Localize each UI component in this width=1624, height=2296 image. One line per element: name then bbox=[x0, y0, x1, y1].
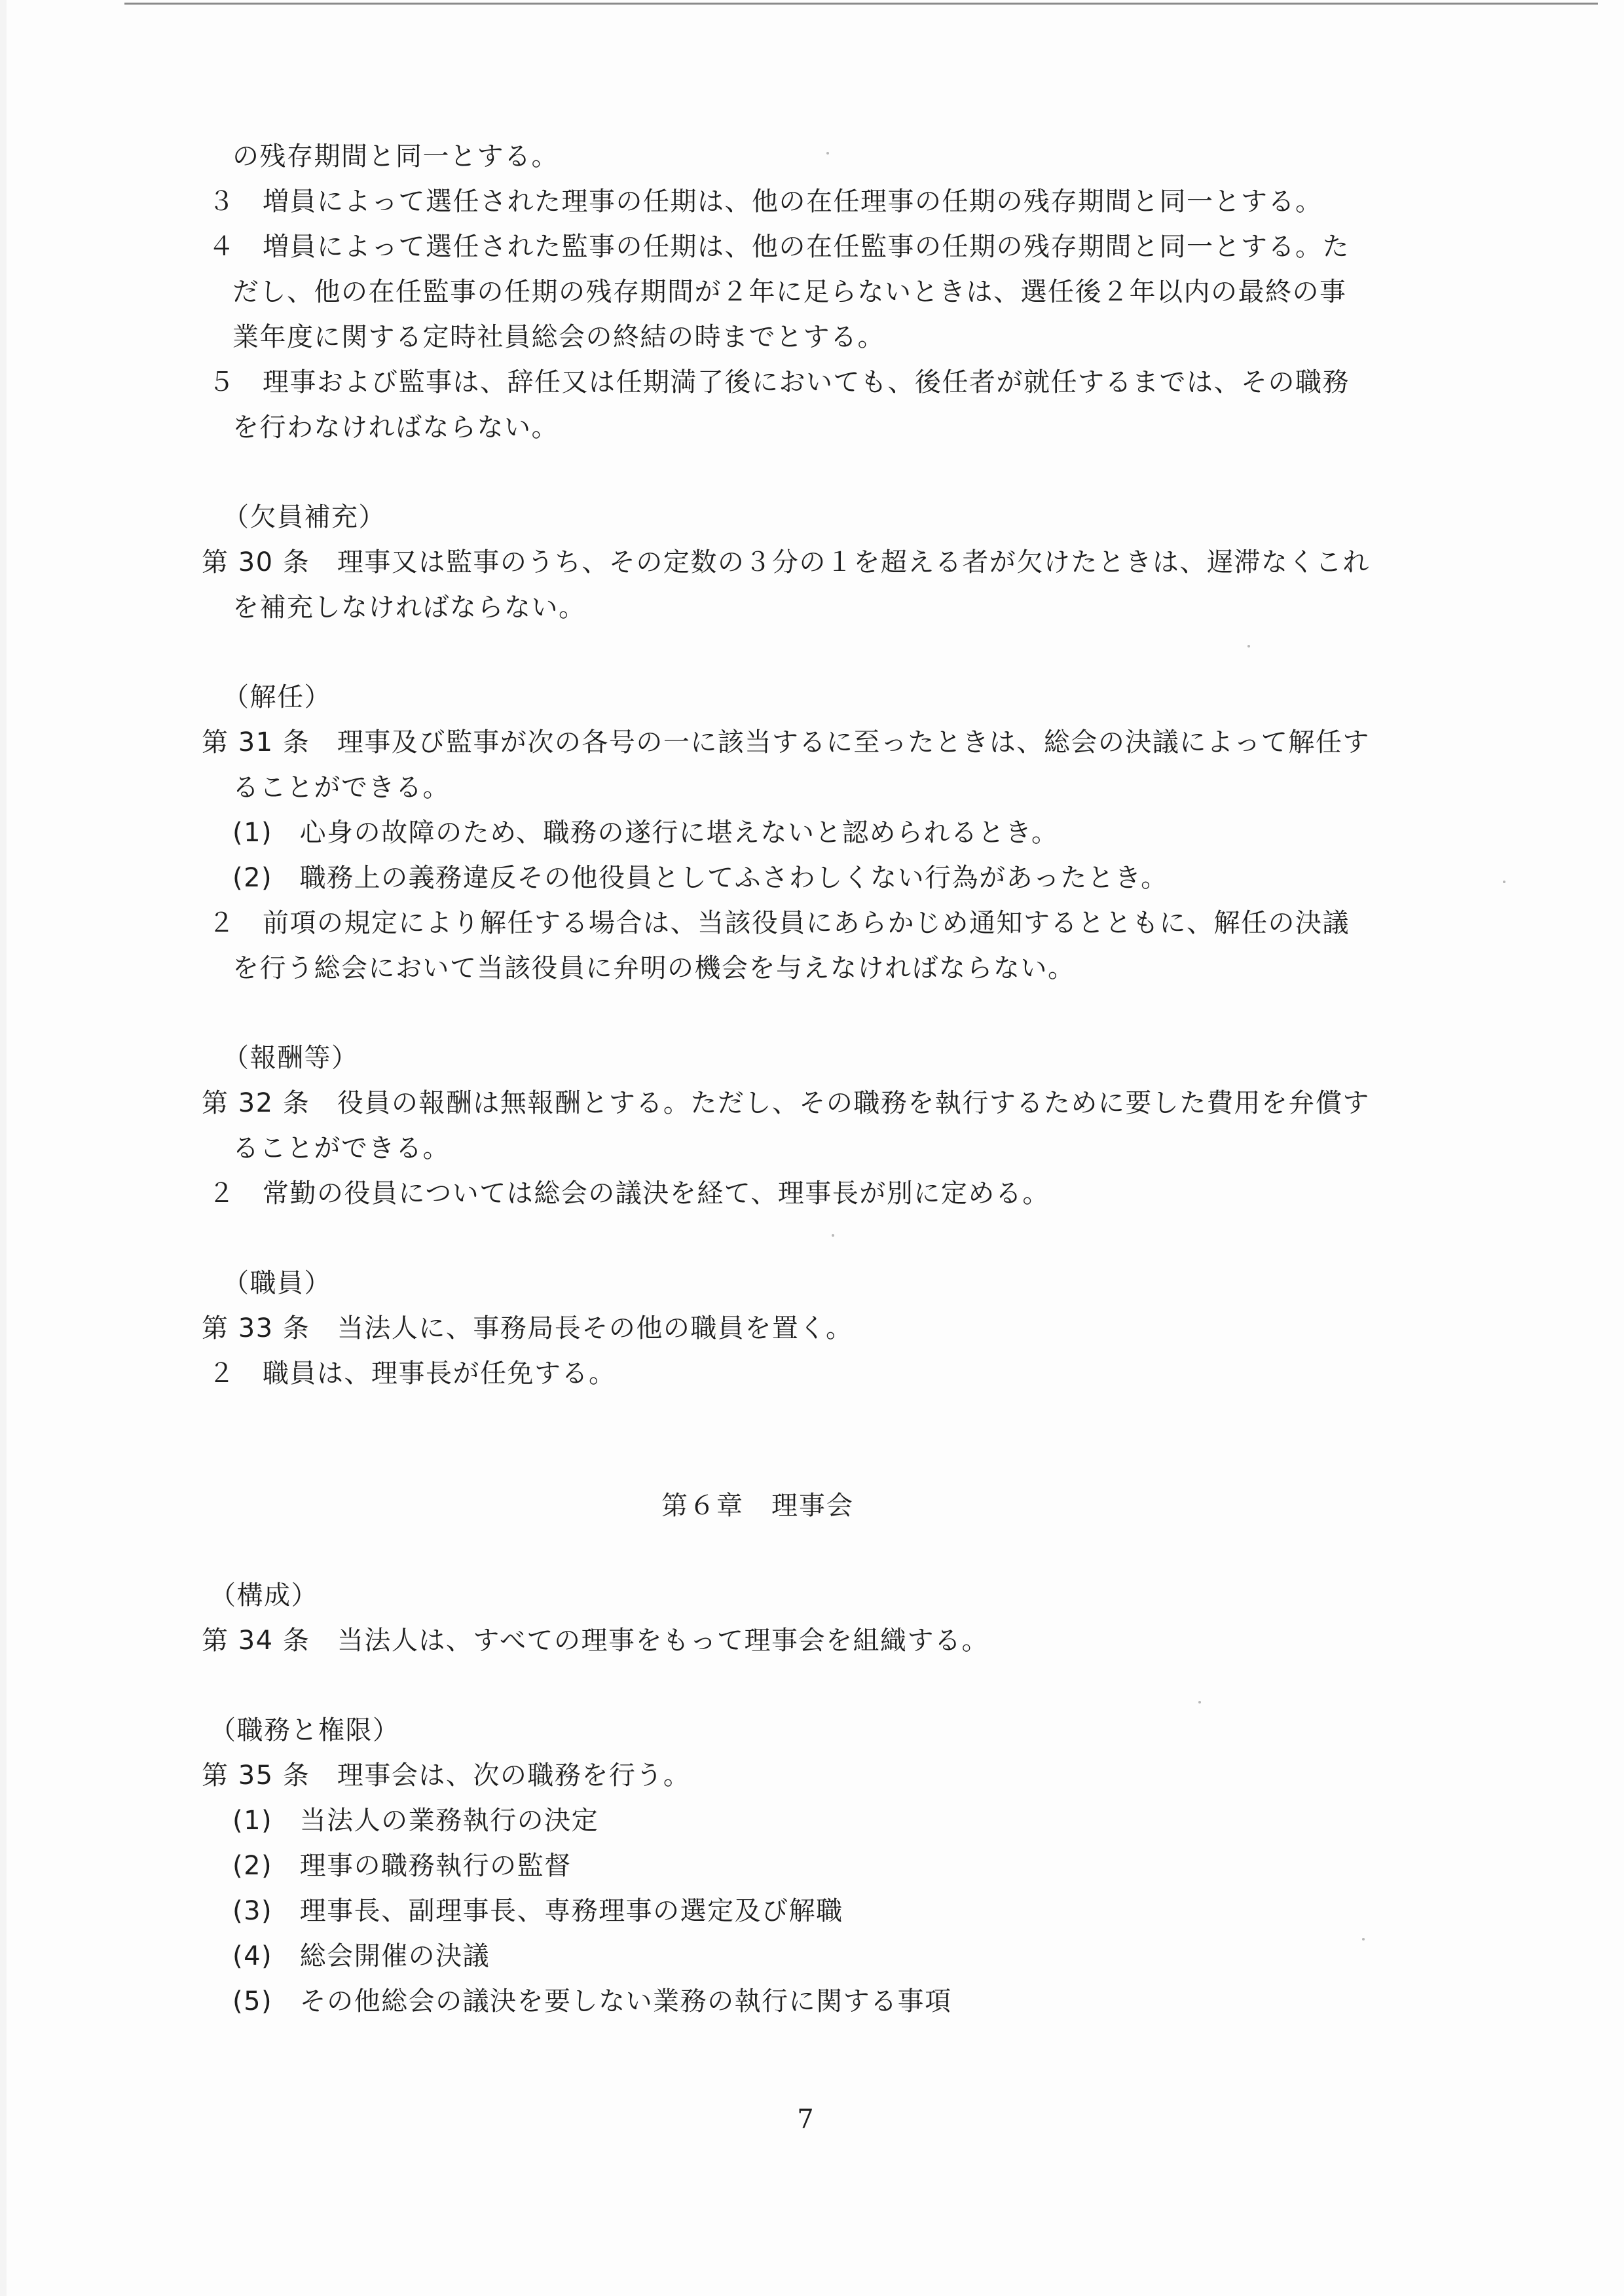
text-line: を行う総会において当該役員に弁明の機会を与えなければならない。 bbox=[232, 953, 1075, 983]
list-item: (3) 理事長、副理事長、専務理事の選定及び解職 bbox=[232, 1896, 843, 1926]
article-line: 第 34 条 当法人は、すべての理事をもって理事会を組織する。 bbox=[202, 1626, 989, 1656]
list-item: (1) 当法人の業務執行の決定 bbox=[232, 1806, 599, 1836]
scan-speck bbox=[1247, 645, 1250, 647]
section-heading: （報酬等） bbox=[223, 1043, 359, 1073]
text-line: の残存期間と同一とする。 bbox=[232, 141, 559, 172]
section-heading: （解任） bbox=[223, 682, 331, 712]
scan-top-edge bbox=[124, 3, 1598, 5]
scan-speck bbox=[1198, 1701, 1201, 1704]
article-line: 第 31 条 理事及び監事が次の各号の一に該当するに至ったときは、総会の決議によって解任す bbox=[202, 727, 1370, 757]
section-heading: （職務と権限） bbox=[210, 1715, 400, 1745]
text-line: ３ 増員によって選任された理事の任期は、他の在任理事の任期の残存期間と同一とする。 bbox=[208, 187, 1323, 217]
article-line: 第 32 条 役員の報酬は無報酬とする。ただし、その職務を執行するために要した費用を弁償す bbox=[202, 1088, 1370, 1118]
text-line: ることができる。 bbox=[232, 773, 450, 803]
text-line: だし、他の在任監事の任期の残存期間が２年に足らないときは、選任後２年以内の最終の事 bbox=[232, 277, 1347, 307]
list-item: (4) 総会開催の決議 bbox=[232, 1941, 490, 1971]
section-heading: （職員） bbox=[223, 1268, 331, 1298]
text-line: ２ 職員は、理事長が任免する。 bbox=[208, 1358, 616, 1389]
text-line: 業年度に関する定時社員総会の終結の時までとする。 bbox=[232, 322, 885, 352]
list-item: (2) 職務上の義務違反その他役員としてふさわしくない行為があったとき。 bbox=[232, 863, 1168, 893]
list-item: (1) 心身の故障のため、職務の遂行に堪えないと認められるとき。 bbox=[232, 818, 1059, 848]
article-line: 第 30 条 理事又は監事のうち、その定数の３分の１を超える者が欠けたときは、遅滞なくこれ bbox=[202, 547, 1370, 577]
scan-left-edge bbox=[0, 0, 7, 2296]
scan-speck bbox=[1362, 1938, 1365, 1941]
text-line: ２ 前項の規定により解任する場合は、当該役員にあらかじめ通知するとともに、解任の決議 bbox=[208, 908, 1350, 938]
list-item: (5) その他総会の議決を要しない業務の執行に関する事項 bbox=[232, 1986, 952, 2016]
section-heading: （欠員補充） bbox=[223, 502, 386, 532]
text-line: ４ 増員によって選任された監事の任期は、他の在任監事の任期の残存期間と同一とする。た bbox=[208, 232, 1350, 262]
chapter-title: 第６章 理事会 bbox=[661, 1491, 854, 1521]
scan-speck bbox=[1503, 881, 1505, 883]
page-number: 7 bbox=[797, 2104, 814, 2134]
list-item: (2) 理事の職務執行の監督 bbox=[232, 1851, 572, 1881]
text-line: を行わなければならない。 bbox=[232, 412, 559, 443]
article-line: 第 35 条 理事会は、次の職務を行う。 bbox=[202, 1760, 691, 1791]
scan-speck bbox=[826, 152, 829, 155]
article-line: 第 33 条 当法人に、事務局長その他の職員を置く。 bbox=[202, 1313, 853, 1343]
text-line: ２ 常勤の役員については総会の議決を経て、理事長が別に定める。 bbox=[208, 1178, 1050, 1209]
text-line: ５ 理事および監事は、辞任又は任期満了後においても、後任者が就任するまでは、その職務 bbox=[208, 367, 1350, 397]
scan-speck bbox=[832, 1234, 834, 1237]
text-line: を補充しなければならない。 bbox=[232, 592, 586, 623]
section-heading: （構成） bbox=[210, 1580, 318, 1611]
text-line: ることができる。 bbox=[232, 1133, 450, 1163]
